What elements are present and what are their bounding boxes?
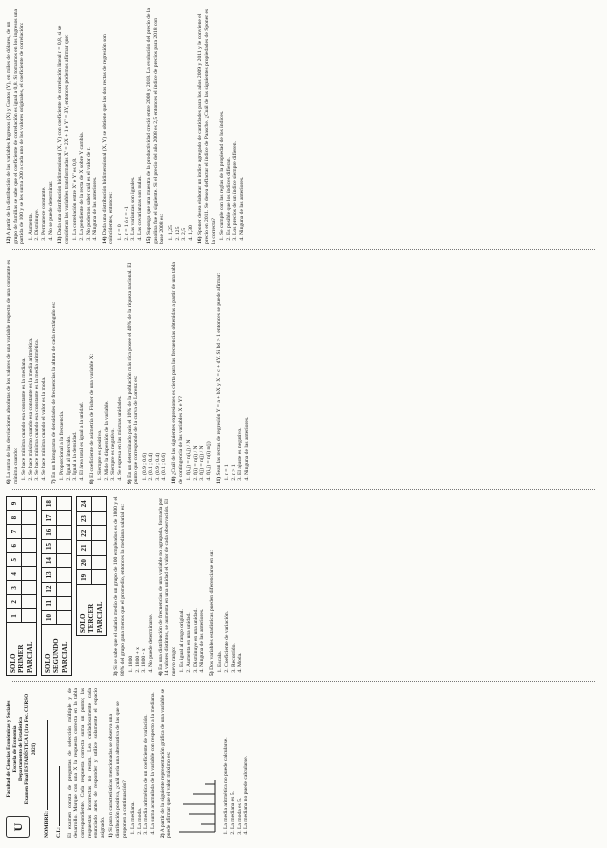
answer-cell[interactable] <box>22 511 37 525</box>
answer-option[interactable]: 1. 1,25 <box>168 8 175 235</box>
ci-field[interactable] <box>53 766 60 826</box>
answer-option[interactable]: 1. Se cumple con las reglas de la propiedad de los índices. <box>219 8 226 235</box>
answer-cell[interactable] <box>57 497 72 511</box>
answer-option[interactable]: 4. El área total es igual a la unidad. <box>79 256 86 475</box>
answer-option[interactable]: 2. r > 1 <box>231 256 238 475</box>
grid-number: 17 <box>42 511 57 525</box>
question-text: Si se sabe que el salario medio de un grupo de 100 empleados es de 1800 y el 80% del grupo gana menos que el promedio, entonces la mediana salarial es: <box>113 496 126 676</box>
answer-cell[interactable] <box>57 582 72 596</box>
grid-number: 11 <box>42 596 57 610</box>
question-11 <box>216 256 251 484</box>
question-number: 8) <box>88 479 95 484</box>
answer-option[interactable]: 2. La mediana es 5. <box>230 688 237 829</box>
answer-option[interactable]: 4. Se expresa en las mismas unidades. <box>117 256 124 475</box>
answer-option[interactable]: 2. 125 <box>175 8 182 235</box>
header-line: Escuela de Economía <box>12 725 19 773</box>
answer-option[interactable]: 3. Las varianzas son iguales. <box>130 8 137 235</box>
answer-option[interactable]: 1. La media aritmética no puede calcularse. <box>223 688 230 829</box>
grid-number: 7 <box>7 525 22 539</box>
question-text: Sean las rectas de regresión Y = a + bX y X = c + dY. Si bd > 1 entonces se puede afirmar: <box>215 272 222 476</box>
grid-number: 19 <box>77 570 92 585</box>
column-divider <box>12 681 595 682</box>
answer-option[interactable]: 1. f(i,j) = n(i,j) / N <box>186 256 193 475</box>
question-number: 10) <box>171 476 178 484</box>
question-number: 11) <box>215 476 222 484</box>
answer-option[interactable]: 2. Aumenta en una unidad. <box>186 496 193 667</box>
answer-option[interactable]: 4. Ninguna de las anteriores. <box>244 256 251 475</box>
question-7 <box>51 256 86 484</box>
answer-option[interactable]: 4. f(i,j) = n(i) n(j) <box>206 256 213 475</box>
answer-option[interactable]: 3. Siempre es negativo. <box>110 256 117 475</box>
answer-option[interactable]: 3. Igual a la densidad. <box>72 256 79 475</box>
answer-cell[interactable] <box>92 570 107 585</box>
answer-cell[interactable] <box>22 539 37 553</box>
grid-number: 3 <box>7 581 22 595</box>
grid-number: 14 <box>42 554 57 568</box>
answer-option[interactable]: 1. Es igual al rango original. <box>179 496 186 667</box>
answer-cell[interactable] <box>22 609 37 623</box>
grid-number: 20 <box>77 555 92 570</box>
grid-number: 8 <box>7 511 22 525</box>
exam-header <box>6 688 37 838</box>
answer-grid-second <box>41 496 72 676</box>
answer-grid-third <box>76 496 107 636</box>
question-number: 3) <box>113 671 119 676</box>
question-number: 13) <box>57 236 64 244</box>
answer-cell[interactable] <box>92 541 107 556</box>
answer-cell[interactable] <box>22 567 37 581</box>
question-number: 2) <box>159 833 166 838</box>
grid-label: SOLO SEGUNDO PARCIAL <box>42 625 72 676</box>
question-text: Si para n características mencionadas se observa una distribución positiva, ¿cuál sería una alternativa de las que se proponen a continuación? <box>108 701 128 838</box>
grid-label: SOLO TERCER PARCIAL <box>77 585 107 636</box>
answer-option[interactable]: 1. Se hace mínima cuando esa constante es la mediana. <box>21 256 28 475</box>
answer-option[interactable]: 2. r = 1 ó r = -1 <box>124 8 131 235</box>
answer-option[interactable]: 3. Permanece constante. <box>41 8 48 235</box>
question-text: Dada una distribución bidimensional (X, Y) se obtiene que las dos rectas de regresión son coincidentes, entonces: <box>101 34 115 244</box>
answer-option[interactable]: 3. 1800 - x <box>141 496 148 667</box>
answer-option[interactable]: 2. Igual al intervalo. <box>66 256 73 475</box>
answer-option[interactable]: 3. 2,5 <box>181 8 188 235</box>
answer-cell[interactable] <box>57 610 72 624</box>
answer-option[interactable]: 4. La mediana no puede calcularse. <box>243 688 250 829</box>
question-number: 6) <box>6 479 12 484</box>
answer-cell[interactable] <box>57 596 72 610</box>
grid-number: 16 <box>42 525 57 539</box>
question-4 <box>158 496 206 676</box>
question-1 <box>108 688 156 838</box>
answer-cell[interactable] <box>92 526 107 541</box>
answer-cell[interactable] <box>22 525 37 539</box>
answer-option[interactable]: 4. Ninguna de las anteriores. <box>239 8 246 235</box>
header-line: Departamento de Estadística <box>18 717 25 781</box>
university-logo-icon: U <box>6 816 30 838</box>
question-5 <box>209 496 244 676</box>
answer-cell[interactable] <box>57 568 72 582</box>
answer-option[interactable]: 4. No puede determinarse. <box>148 496 155 667</box>
answer-option[interactable]: 4. 1,30 <box>188 8 195 235</box>
answer-cell[interactable] <box>92 555 107 570</box>
question-2 <box>160 688 250 838</box>
ci-label: C.I.: <box>56 827 63 838</box>
answer-option[interactable]: 4. (0.1 ; 0.6) <box>161 256 168 475</box>
answer-option[interactable]: 4. Las covarianzas son nulas. <box>137 8 144 235</box>
answer-option[interactable]: 3. La media aritmética de un coeficiente de variación. <box>143 688 150 829</box>
grid-number: 21 <box>77 541 92 556</box>
answer-cell[interactable] <box>92 511 107 526</box>
grid-label: SOLO PRIMER PARCIAL <box>7 623 37 676</box>
answer-option[interactable]: 3. Recorrido. <box>231 496 238 667</box>
answer-option[interactable]: 4. Se hace mínima cuando el valor es la moda. <box>41 256 48 475</box>
answer-option[interactable]: 2. Se hace máximo cuando esa constante es la media aritmética. <box>28 256 35 475</box>
answer-option[interactable]: 3. Los precios de un índice siempre difieren. <box>232 8 239 235</box>
answer-cell[interactable] <box>57 554 72 568</box>
answer-option[interactable]: 1. Proporcional a la frecuencia. <box>59 256 66 475</box>
column-4 <box>6 8 601 244</box>
answer-option[interactable]: 3. No podemos saber cuál es el valor de r. <box>86 8 93 235</box>
answer-cell[interactable] <box>22 581 37 595</box>
question-text: La suma de las desviaciones absolutas de los valores de una variable respecto de una constante es mínima cuando: <box>6 259 19 484</box>
name-field[interactable] <box>41 720 48 810</box>
answer-option[interactable]: 1. Escala. <box>217 496 224 667</box>
question-text: Dada una distribución bidimensional (X, Y) con coeficiente de correlación lineal r = 0,8, si se consideran las variables transformadas X' = 2X + 1 e Y' = 3Y, entonces podemos afirmar que: <box>57 25 70 244</box>
question-text: En un histograma de densidades de frecuencias la altura de cada rectángulo es: <box>50 301 57 478</box>
answer-option[interactable]: 4. Ninguna de las anteriores. <box>199 496 206 667</box>
answer-cell[interactable] <box>57 511 72 525</box>
answer-option[interactable]: 3. Se hace mínima cuando esa constante es la media aritmética. <box>34 256 41 475</box>
answer-option[interactable]: 3. La moda es 5. <box>237 688 244 829</box>
answer-option[interactable]: 2. f(i) = n(i) / N <box>193 256 200 475</box>
question-text: Suponga que una muestra de la productividad creció entre 2008 y 2018. La evolución del precio de la gasolina fue el siguiente. Si el precio del año 2008 es 2,5 entonces el índice de precios para 2018 con base 2008 es: <box>146 8 166 244</box>
question-16 <box>197 8 245 244</box>
answer-option[interactable]: 2. Coeficiente de variación. <box>224 496 231 667</box>
question-number: 7) <box>50 479 57 484</box>
answer-cell[interactable] <box>92 497 107 512</box>
question-12 <box>6 8 54 244</box>
column-3 <box>6 256 601 484</box>
answer-option[interactable]: 1. 1800 <box>128 496 135 667</box>
answer-cell[interactable] <box>57 539 72 553</box>
column-divider <box>12 489 595 490</box>
answer-option[interactable]: 4. Ninguna de las anteriores. <box>92 8 99 235</box>
instructions-text: El examen consta de preguntas de selección múltiple y de desarrollo. Marque con una X la respuesta correcta en la tabla correspondiente. Cada respuesta correcta suma un punto; las respuestas incorrectas no restan. Lea cuidadosamente cada enunciado antes de responder y utilice solamente el espacio asignado. <box>66 688 106 838</box>
grid-number: 5 <box>7 553 22 567</box>
answer-option[interactable]: 4. Moda. <box>237 496 244 667</box>
grid-number: 10 <box>42 610 57 624</box>
grid-number: 23 <box>77 511 92 526</box>
grid-number: 6 <box>7 539 22 553</box>
answer-option[interactable]: 1. Siempre es positivo. <box>97 256 104 475</box>
column-1 <box>6 688 601 838</box>
question-number: 9) <box>126 479 133 484</box>
question-text: Dos variables estadísticas pueden diferenciarse en su: <box>208 550 215 670</box>
header-line: Examen Final ESTADÍSTICA I (1ra Fec. CURSO 2021) <box>24 693 37 805</box>
grid-number: 2 <box>7 595 22 609</box>
answer-option[interactable]: 2. Disminuye. <box>34 8 41 235</box>
answer-option[interactable]: 1. (0.9 ; 0.6) <box>142 256 149 475</box>
answer-option[interactable]: 2. La pendiente de la recta de X sobre Y cambia. <box>79 8 86 235</box>
question-10 <box>171 256 213 484</box>
answer-option[interactable]: 2. (0.1 ; 0.4) <box>148 256 155 475</box>
question-text: A partir de la distribución de las variables Ingresos (X) y Gastos (Y), en miles de dólares, de un grupo de familias se sabe que el coeficiente de correlación es igual a 0,8. Si tomamos en los ingresos una partida de 100 y se les suma 200 a cada uno de los valores originales, el coeficiente de correlación: <box>6 8 26 244</box>
question-14 <box>102 8 144 244</box>
grid-number: 18 <box>42 497 57 511</box>
answer-cell[interactable] <box>22 497 37 511</box>
name-label: NOMBRE: <box>43 810 50 838</box>
grid-number: 22 <box>77 526 92 541</box>
answer-option[interactable]: 1. r = 1 <box>224 256 231 475</box>
answer-option[interactable]: 2. Es posible que los índices difieran. <box>226 8 233 235</box>
answer-option[interactable]: 3. Disminuye en una unidad. <box>193 496 200 667</box>
question-number: 14) <box>101 236 108 244</box>
question-13 <box>57 8 99 244</box>
answer-option[interactable]: 2. Mide la dispersión de la variable. <box>104 256 111 475</box>
question-number: 4) <box>157 671 164 676</box>
answer-grid-first <box>6 496 37 676</box>
question-text: Sponer desea elaborar un índice agregado de cantidades para los años 2009 y 2011 y le conviene el precio en 2011. Se desea deflactar el índice de Paasche. ¿Cuál de las siguientes propiedades de Sponer es la correcta? <box>197 8 217 244</box>
question-number: 16) <box>197 236 204 244</box>
answer-option[interactable]: 3. (0.9 ; 0.4) <box>155 256 162 475</box>
answer-option[interactable]: 1. La mediana. <box>130 688 137 829</box>
column-2 <box>6 496 601 676</box>
grid-number: 4 <box>7 567 22 581</box>
answer-option[interactable]: 1. La correlación entre X' e Y' es 0,8. <box>72 8 79 235</box>
grid-number: 9 <box>7 497 22 511</box>
answer-cell[interactable] <box>22 553 37 567</box>
question-number: 1) <box>108 833 115 838</box>
answer-option[interactable]: 3. El ajuste es negativo. <box>237 256 244 475</box>
answer-option[interactable]: 2. La moda. <box>137 688 144 829</box>
question-number: 5) <box>208 671 215 676</box>
question-text: El coeficiente de asimetría de Fisher de una variable X: <box>88 353 95 478</box>
question-9 <box>127 256 169 484</box>
question-number: 12) <box>6 236 12 244</box>
question-8 <box>89 256 124 484</box>
answer-cell[interactable] <box>22 595 37 609</box>
question-6 <box>6 256 48 484</box>
answer-cell[interactable] <box>57 525 72 539</box>
question-text: En un determinado país el 10% de la población más rica posee el 40% de la riqueza nacional. El punto que corresponde de la curva de Lorenz es: <box>126 262 140 484</box>
grid-number: 15 <box>42 539 57 553</box>
answer-option[interactable]: 1. r = 0 <box>117 8 124 235</box>
frequency-graph <box>175 776 221 838</box>
answer-option[interactable]: 1. Aumenta. <box>28 8 35 235</box>
grid-number: 24 <box>77 497 92 512</box>
grid-number: 13 <box>42 568 57 582</box>
question-15 <box>146 8 194 244</box>
question-text: En una distribución de frecuencias de una variable no agrupada, formada por 14 valores distintos, se aumenta en una unidad el valor de cada observación. El nuevo rango: <box>157 497 177 676</box>
answer-option[interactable]: 4. No se puede determinar. <box>48 8 55 235</box>
question-3 <box>113 496 155 676</box>
grid-number: 1 <box>7 609 22 623</box>
answer-option[interactable]: 3. f(j) = n(j) / N <box>199 256 206 475</box>
answer-option[interactable]: 2. 1800 + x <box>135 496 142 667</box>
column-divider <box>12 249 595 250</box>
question-text: ¿Cuál de las siguientes expresiones es cierta para las frecuencias obtenidas a partir de una tabla de contingencia de las variables X e Y? <box>171 262 184 484</box>
header-line: Facultad de Ciencias Económicas y Sociales <box>6 700 12 798</box>
answer-option[interactable]: 4. La suma acumulada de la variable con respecto a la mediana. <box>150 688 157 829</box>
question-text: A partir de la siguiente representación gráfica de una variable se puede afirmar que el valor máximo es: <box>159 688 173 838</box>
grid-number: 12 <box>42 582 57 596</box>
question-number: 15) <box>146 236 153 244</box>
